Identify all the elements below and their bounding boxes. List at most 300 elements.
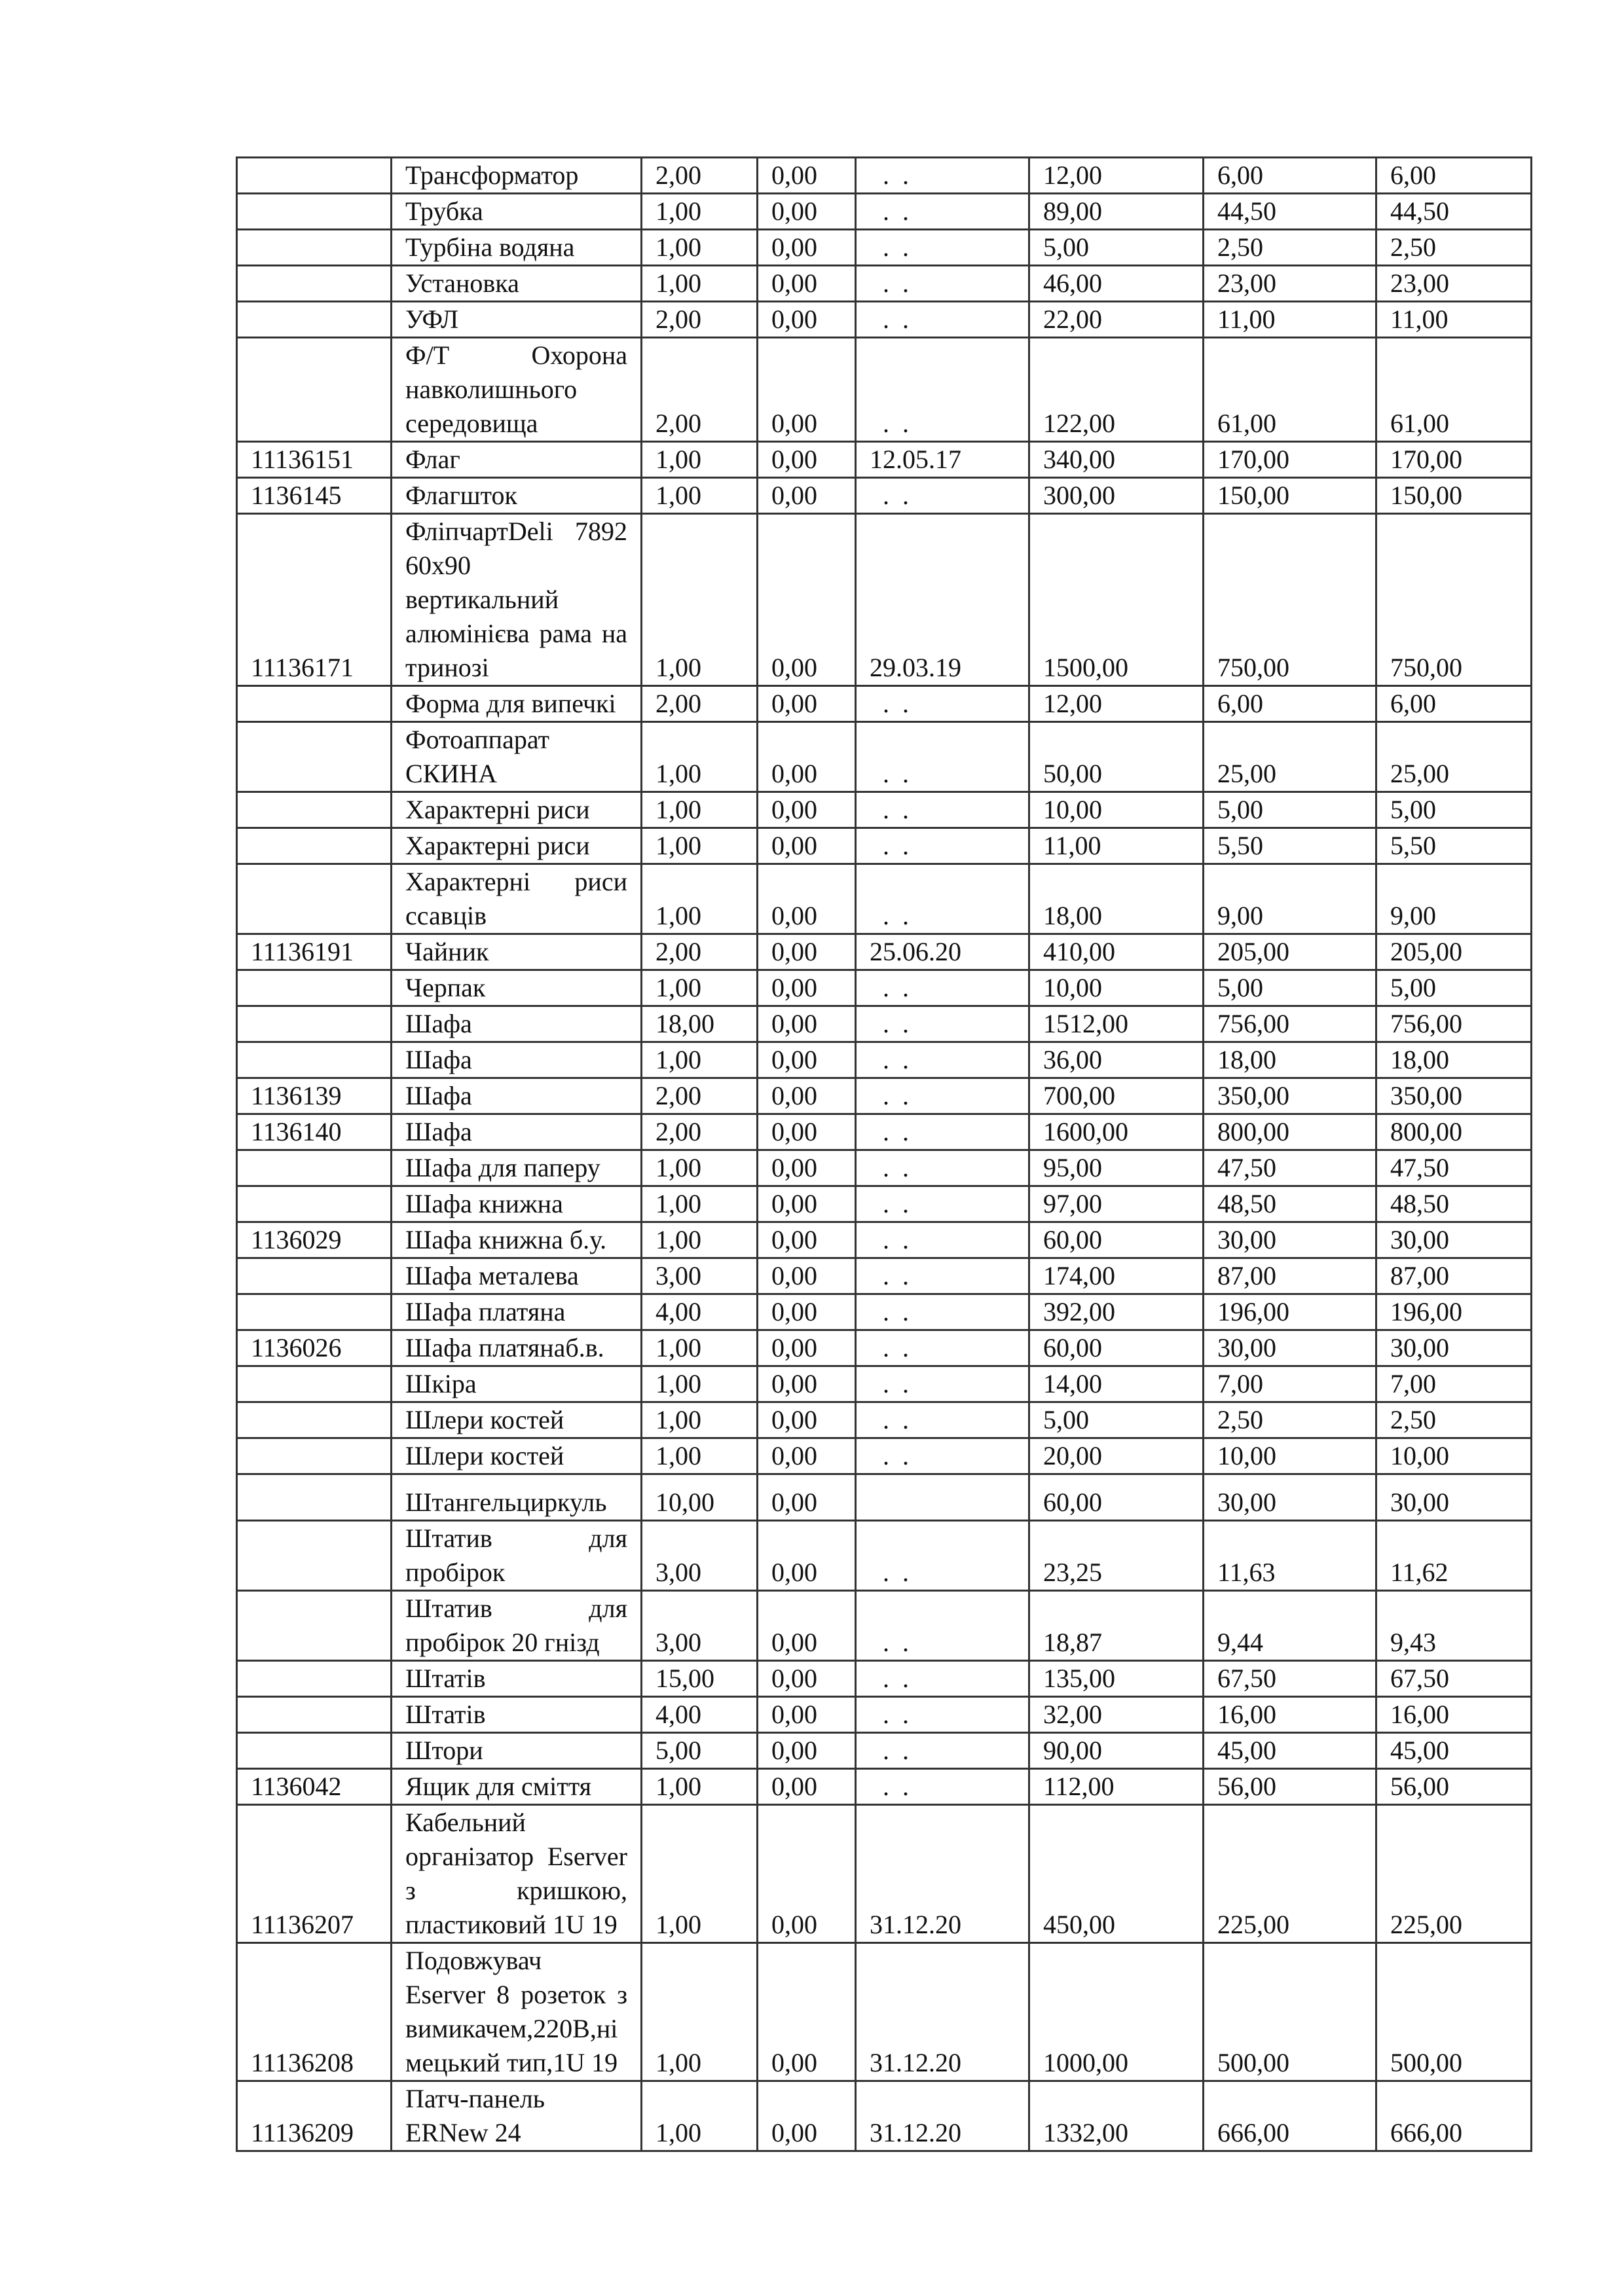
quantity-cell: 2,00 bbox=[642, 934, 758, 970]
table-row bbox=[237, 1697, 1532, 1733]
inventory-code-cell bbox=[237, 722, 392, 792]
item-name-cell: Штатив для пробірок 20 гнізд bbox=[392, 1591, 642, 1661]
item-name-cell: Кабельний організатор Eserver з кришкою, пластиковий 1U 19 bbox=[392, 1805, 642, 1943]
date-cell: . . bbox=[856, 1294, 1029, 1330]
quantity-cell: 1,00 bbox=[642, 1150, 758, 1186]
inventory-code-cell: 1136026 bbox=[237, 1330, 392, 1366]
amount-col-8-cell: 750,00 bbox=[1376, 514, 1532, 686]
date-cell: . . bbox=[856, 1330, 1029, 1366]
table-row bbox=[237, 1402, 1532, 1438]
amount-col-8-cell: 5,50 bbox=[1376, 828, 1532, 864]
value-col-4-cell: 0,00 bbox=[758, 338, 856, 442]
value-col-4-cell: 0,00 bbox=[758, 970, 856, 1006]
quantity-cell: 3,00 bbox=[642, 1521, 758, 1591]
table-body bbox=[237, 158, 1532, 2151]
amount-col-7-cell: 6,00 bbox=[1204, 686, 1376, 722]
item-name-cell: Черпак bbox=[392, 970, 642, 1006]
price-cell: 89,00 bbox=[1029, 194, 1204, 230]
date-cell: . . bbox=[856, 686, 1029, 722]
date-cell: . . bbox=[856, 266, 1029, 302]
table-row bbox=[237, 1078, 1532, 1114]
inventory-code-cell: 1136042 bbox=[237, 1769, 392, 1805]
quantity-cell: 2,00 bbox=[642, 338, 758, 442]
quantity-cell: 1,00 bbox=[642, 514, 758, 686]
value-col-4-cell: 0,00 bbox=[758, 864, 856, 934]
quantity-cell: 3,00 bbox=[642, 1591, 758, 1661]
amount-col-8-cell: 30,00 bbox=[1376, 1474, 1532, 1521]
table-row bbox=[237, 1294, 1532, 1330]
amount-col-7-cell: 45,00 bbox=[1204, 1733, 1376, 1769]
date-cell: . . bbox=[856, 1042, 1029, 1078]
quantity-cell: 1,00 bbox=[642, 1042, 758, 1078]
date-cell: . . bbox=[856, 970, 1029, 1006]
quantity-cell: 1,00 bbox=[642, 194, 758, 230]
quantity-cell: 1,00 bbox=[642, 230, 758, 266]
item-name-cell: Турбіна водяна bbox=[392, 230, 642, 266]
table-row bbox=[237, 828, 1532, 864]
amount-col-7-cell: 225,00 bbox=[1204, 1805, 1376, 1943]
date-cell: . . bbox=[856, 478, 1029, 514]
amount-col-8-cell: 5,00 bbox=[1376, 970, 1532, 1006]
value-col-4-cell: 0,00 bbox=[758, 1474, 856, 1521]
table-row bbox=[237, 1661, 1532, 1697]
value-col-4-cell: 0,00 bbox=[758, 1006, 856, 1042]
quantity-cell: 1,00 bbox=[642, 828, 758, 864]
quantity-cell: 1,00 bbox=[642, 478, 758, 514]
inventory-code-cell: 1136145 bbox=[237, 478, 392, 514]
price-cell: 392,00 bbox=[1029, 1294, 1204, 1330]
table-row bbox=[237, 158, 1532, 194]
amount-col-8-cell: 756,00 bbox=[1376, 1006, 1532, 1042]
inventory-code-cell bbox=[237, 266, 392, 302]
inventory-code-cell bbox=[237, 1186, 392, 1222]
table-row bbox=[237, 934, 1532, 970]
inventory-code-cell bbox=[237, 970, 392, 1006]
amount-col-8-cell: 25,00 bbox=[1376, 722, 1532, 792]
price-cell: 14,00 bbox=[1029, 1366, 1204, 1402]
inventory-code-cell: 11136208 bbox=[237, 1943, 392, 2081]
price-cell: 20,00 bbox=[1029, 1438, 1204, 1474]
price-cell: 122,00 bbox=[1029, 338, 1204, 442]
amount-col-7-cell: 48,50 bbox=[1204, 1186, 1376, 1222]
quantity-cell: 3,00 bbox=[642, 1258, 758, 1294]
inventory-code-cell bbox=[237, 1697, 392, 1733]
value-col-4-cell: 0,00 bbox=[758, 1591, 856, 1661]
date-cell: . . bbox=[856, 864, 1029, 934]
item-name-cell: Характерні риси ссавців bbox=[392, 864, 642, 934]
amount-col-7-cell: 205,00 bbox=[1204, 934, 1376, 970]
value-col-4-cell: 0,00 bbox=[758, 1733, 856, 1769]
date-cell: 12.05.17 bbox=[856, 442, 1029, 478]
amount-col-7-cell: 2,50 bbox=[1204, 1402, 1376, 1438]
amount-col-8-cell: 47,50 bbox=[1376, 1150, 1532, 1186]
quantity-cell: 1,00 bbox=[642, 1402, 758, 1438]
table-row bbox=[237, 266, 1532, 302]
quantity-cell: 2,00 bbox=[642, 686, 758, 722]
table-row bbox=[237, 1330, 1532, 1366]
amount-col-7-cell: 5,50 bbox=[1204, 828, 1376, 864]
amount-col-7-cell: 150,00 bbox=[1204, 478, 1376, 514]
item-name-cell: Шафа bbox=[392, 1078, 642, 1114]
price-cell: 60,00 bbox=[1029, 1222, 1204, 1258]
amount-col-8-cell: 87,00 bbox=[1376, 1258, 1532, 1294]
amount-col-8-cell: 61,00 bbox=[1376, 338, 1532, 442]
amount-col-7-cell: 30,00 bbox=[1204, 1474, 1376, 1521]
value-col-4-cell: 0,00 bbox=[758, 1222, 856, 1258]
date-cell: . . bbox=[856, 1114, 1029, 1150]
amount-col-7-cell: 756,00 bbox=[1204, 1006, 1376, 1042]
amount-col-8-cell: 205,00 bbox=[1376, 934, 1532, 970]
item-name-cell: Характерні риси bbox=[392, 792, 642, 828]
amount-col-8-cell: 800,00 bbox=[1376, 1114, 1532, 1150]
table-row bbox=[237, 1006, 1532, 1042]
amount-col-7-cell: 18,00 bbox=[1204, 1042, 1376, 1078]
quantity-cell: 1,00 bbox=[642, 1330, 758, 1366]
price-cell: 32,00 bbox=[1029, 1697, 1204, 1733]
price-cell: 12,00 bbox=[1029, 158, 1204, 194]
value-col-4-cell: 0,00 bbox=[758, 442, 856, 478]
amount-col-7-cell: 10,00 bbox=[1204, 1438, 1376, 1474]
inventory-code-cell: 11136151 bbox=[237, 442, 392, 478]
date-cell: . . bbox=[856, 1006, 1029, 1042]
date-cell: . . bbox=[856, 1366, 1029, 1402]
value-col-4-cell: 0,00 bbox=[758, 1438, 856, 1474]
amount-col-7-cell: 56,00 bbox=[1204, 1769, 1376, 1805]
amount-col-8-cell: 5,00 bbox=[1376, 792, 1532, 828]
amount-col-8-cell: 666,00 bbox=[1376, 2081, 1532, 2151]
price-cell: 10,00 bbox=[1029, 792, 1204, 828]
price-cell: 18,00 bbox=[1029, 864, 1204, 934]
amount-col-7-cell: 67,50 bbox=[1204, 1661, 1376, 1697]
amount-col-8-cell: 11,62 bbox=[1376, 1521, 1532, 1591]
price-cell: 97,00 bbox=[1029, 1186, 1204, 1222]
item-name-cell: Трансформатор bbox=[392, 158, 642, 194]
item-name-cell: Шафа для паперу bbox=[392, 1150, 642, 1186]
amount-col-8-cell: 6,00 bbox=[1376, 686, 1532, 722]
date-cell: 31.12.20 bbox=[856, 1805, 1029, 1943]
inventory-code-cell bbox=[237, 1591, 392, 1661]
table-row bbox=[237, 1943, 1532, 2081]
table-row bbox=[237, 1805, 1532, 1943]
amount-col-8-cell: 6,00 bbox=[1376, 158, 1532, 194]
price-cell: 60,00 bbox=[1029, 1330, 1204, 1366]
amount-col-7-cell: 11,63 bbox=[1204, 1521, 1376, 1591]
table-row bbox=[237, 686, 1532, 722]
value-col-4-cell: 0,00 bbox=[758, 1943, 856, 2081]
amount-col-8-cell: 30,00 bbox=[1376, 1330, 1532, 1366]
amount-col-7-cell: 7,00 bbox=[1204, 1366, 1376, 1402]
quantity-cell: 1,00 bbox=[642, 1805, 758, 1943]
item-name-cell: Шафа металева bbox=[392, 1258, 642, 1294]
table-row bbox=[237, 1521, 1532, 1591]
price-cell: 10,00 bbox=[1029, 970, 1204, 1006]
amount-col-8-cell: 2,50 bbox=[1376, 1402, 1532, 1438]
value-col-4-cell: 0,00 bbox=[758, 1366, 856, 1402]
amount-col-8-cell: 500,00 bbox=[1376, 1943, 1532, 2081]
price-cell: 1332,00 bbox=[1029, 2081, 1204, 2151]
amount-col-8-cell: 23,00 bbox=[1376, 266, 1532, 302]
item-name-cell: Трубка bbox=[392, 194, 642, 230]
amount-col-8-cell: 44,50 bbox=[1376, 194, 1532, 230]
table-row bbox=[237, 1258, 1532, 1294]
amount-col-7-cell: 47,50 bbox=[1204, 1150, 1376, 1186]
table-row bbox=[237, 442, 1532, 478]
date-cell: 31.12.20 bbox=[856, 2081, 1029, 2151]
date-cell: . . bbox=[856, 792, 1029, 828]
item-name-cell: Чайник bbox=[392, 934, 642, 970]
date-cell: . . bbox=[856, 1078, 1029, 1114]
value-col-4-cell: 0,00 bbox=[758, 266, 856, 302]
item-name-cell: Штори bbox=[392, 1733, 642, 1769]
value-col-4-cell: 0,00 bbox=[758, 1402, 856, 1438]
quantity-cell: 1,00 bbox=[642, 970, 758, 1006]
inventory-code-cell bbox=[237, 828, 392, 864]
price-cell: 112,00 bbox=[1029, 1769, 1204, 1805]
item-name-cell: УФЛ bbox=[392, 302, 642, 338]
amount-col-8-cell: 350,00 bbox=[1376, 1078, 1532, 1114]
table-row bbox=[237, 1114, 1532, 1150]
item-name-cell: Шафа книжна б.у. bbox=[392, 1222, 642, 1258]
inventory-code-cell: 1136140 bbox=[237, 1114, 392, 1150]
price-cell: 50,00 bbox=[1029, 722, 1204, 792]
price-cell: 12,00 bbox=[1029, 686, 1204, 722]
inventory-code-cell bbox=[237, 194, 392, 230]
value-col-4-cell: 0,00 bbox=[758, 934, 856, 970]
inventory-code-cell: 11136191 bbox=[237, 934, 392, 970]
date-cell: . . bbox=[856, 158, 1029, 194]
item-name-cell: Шафа bbox=[392, 1006, 642, 1042]
price-cell: 11,00 bbox=[1029, 828, 1204, 864]
value-col-4-cell: 0,00 bbox=[758, 478, 856, 514]
table-row bbox=[237, 970, 1532, 1006]
inventory-code-cell bbox=[237, 1474, 392, 1521]
inventory-code-cell bbox=[237, 158, 392, 194]
inventory-table bbox=[236, 156, 1532, 2152]
value-col-4-cell: 0,00 bbox=[758, 194, 856, 230]
inventory-code-cell bbox=[237, 1402, 392, 1438]
item-name-cell: Ф/Т Охорона навколишнього середовища bbox=[392, 338, 642, 442]
quantity-cell: 10,00 bbox=[642, 1474, 758, 1521]
inventory-code-cell bbox=[237, 1150, 392, 1186]
price-cell: 1000,00 bbox=[1029, 1943, 1204, 2081]
value-col-4-cell: 0,00 bbox=[758, 1258, 856, 1294]
amount-col-7-cell: 350,00 bbox=[1204, 1078, 1376, 1114]
table-row bbox=[237, 338, 1532, 442]
price-cell: 1512,00 bbox=[1029, 1006, 1204, 1042]
amount-col-7-cell: 6,00 bbox=[1204, 158, 1376, 194]
table-row bbox=[237, 792, 1532, 828]
quantity-cell: 1,00 bbox=[642, 1186, 758, 1222]
quantity-cell: 4,00 bbox=[642, 1697, 758, 1733]
price-cell: 340,00 bbox=[1029, 442, 1204, 478]
amount-col-8-cell: 196,00 bbox=[1376, 1294, 1532, 1330]
amount-col-7-cell: 5,00 bbox=[1204, 970, 1376, 1006]
amount-col-7-cell: 25,00 bbox=[1204, 722, 1376, 792]
amount-col-7-cell: 30,00 bbox=[1204, 1222, 1376, 1258]
quantity-cell: 18,00 bbox=[642, 1006, 758, 1042]
inventory-code-cell bbox=[237, 302, 392, 338]
inventory-code-cell: 11136207 bbox=[237, 1805, 392, 1943]
quantity-cell: 1,00 bbox=[642, 2081, 758, 2151]
inventory-code-cell bbox=[237, 338, 392, 442]
item-name-cell: Шафа bbox=[392, 1114, 642, 1150]
value-col-4-cell: 0,00 bbox=[758, 1114, 856, 1150]
amount-col-7-cell: 196,00 bbox=[1204, 1294, 1376, 1330]
table-row bbox=[237, 302, 1532, 338]
date-cell: . . bbox=[856, 1186, 1029, 1222]
value-col-4-cell: 0,00 bbox=[758, 1186, 856, 1222]
quantity-cell: 5,00 bbox=[642, 1733, 758, 1769]
value-col-4-cell: 0,00 bbox=[758, 230, 856, 266]
amount-col-7-cell: 44,50 bbox=[1204, 194, 1376, 230]
item-name-cell: Флаг bbox=[392, 442, 642, 478]
amount-col-8-cell: 48,50 bbox=[1376, 1186, 1532, 1222]
date-cell: . . bbox=[856, 828, 1029, 864]
quantity-cell: 1,00 bbox=[642, 1222, 758, 1258]
inventory-code-cell: 11136171 bbox=[237, 514, 392, 686]
table-row bbox=[237, 1438, 1532, 1474]
item-name-cell: Штангельциркуль bbox=[392, 1474, 642, 1521]
amount-col-7-cell: 11,00 bbox=[1204, 302, 1376, 338]
item-name-cell: Шафа платянаб.в. bbox=[392, 1330, 642, 1366]
table-row bbox=[237, 514, 1532, 686]
price-cell: 5,00 bbox=[1029, 1402, 1204, 1438]
item-name-cell: Штатив для пробірок bbox=[392, 1521, 642, 1591]
value-col-4-cell: 0,00 bbox=[758, 1521, 856, 1591]
value-col-4-cell: 0,00 bbox=[758, 1330, 856, 1366]
quantity-cell: 1,00 bbox=[642, 864, 758, 934]
inventory-code-cell bbox=[237, 1258, 392, 1294]
date-cell: . . bbox=[856, 1222, 1029, 1258]
item-name-cell: Флагшток bbox=[392, 478, 642, 514]
inventory-code-cell bbox=[237, 1042, 392, 1078]
value-col-4-cell: 0,00 bbox=[758, 1150, 856, 1186]
item-name-cell: Шкіра bbox=[392, 1366, 642, 1402]
quantity-cell: 2,00 bbox=[642, 158, 758, 194]
amount-col-8-cell: 7,00 bbox=[1376, 1366, 1532, 1402]
price-cell: 23,25 bbox=[1029, 1521, 1204, 1591]
table-row bbox=[237, 1366, 1532, 1402]
value-col-4-cell: 0,00 bbox=[758, 828, 856, 864]
item-name-cell: Характерні риси bbox=[392, 828, 642, 864]
price-cell: 60,00 bbox=[1029, 1474, 1204, 1521]
price-cell: 22,00 bbox=[1029, 302, 1204, 338]
value-col-4-cell: 0,00 bbox=[758, 792, 856, 828]
table-row bbox=[237, 1150, 1532, 1186]
amount-col-7-cell: 666,00 bbox=[1204, 2081, 1376, 2151]
amount-col-8-cell: 170,00 bbox=[1376, 442, 1532, 478]
amount-col-7-cell: 800,00 bbox=[1204, 1114, 1376, 1150]
value-col-4-cell: 0,00 bbox=[758, 302, 856, 338]
value-col-4-cell: 0,00 bbox=[758, 1661, 856, 1697]
table-row bbox=[237, 478, 1532, 514]
item-name-cell: Шафа книжна bbox=[392, 1186, 642, 1222]
inventory-code-cell bbox=[237, 792, 392, 828]
quantity-cell: 1,00 bbox=[642, 722, 758, 792]
amount-col-8-cell: 67,50 bbox=[1376, 1661, 1532, 1697]
date-cell: . . bbox=[856, 1521, 1029, 1591]
quantity-cell: 1,00 bbox=[642, 1366, 758, 1402]
price-cell: 450,00 bbox=[1029, 1805, 1204, 1943]
quantity-cell: 4,00 bbox=[642, 1294, 758, 1330]
inventory-code-cell bbox=[237, 1006, 392, 1042]
table-row bbox=[237, 1733, 1532, 1769]
amount-col-8-cell: 9,00 bbox=[1376, 864, 1532, 934]
amount-col-7-cell: 30,00 bbox=[1204, 1330, 1376, 1366]
price-cell: 1600,00 bbox=[1029, 1114, 1204, 1150]
item-name-cell: Установка bbox=[392, 266, 642, 302]
date-cell: . . bbox=[856, 1769, 1029, 1805]
quantity-cell: 1,00 bbox=[642, 442, 758, 478]
inventory-code-cell bbox=[237, 1438, 392, 1474]
value-col-4-cell: 0,00 bbox=[758, 686, 856, 722]
date-cell: . . bbox=[856, 1402, 1029, 1438]
inventory-code-cell bbox=[237, 1661, 392, 1697]
date-cell: . . bbox=[856, 1591, 1029, 1661]
amount-col-8-cell: 11,00 bbox=[1376, 302, 1532, 338]
price-cell: 46,00 bbox=[1029, 266, 1204, 302]
amount-col-8-cell: 2,50 bbox=[1376, 230, 1532, 266]
item-name-cell: ФліпчартDeli 7892 60x90 вертикальний алюмінієва рама на тринозі bbox=[392, 514, 642, 686]
value-col-4-cell: 0,00 bbox=[758, 1294, 856, 1330]
date-cell: . . bbox=[856, 338, 1029, 442]
value-col-4-cell: 0,00 bbox=[758, 514, 856, 686]
price-cell: 300,00 bbox=[1029, 478, 1204, 514]
amount-col-8-cell: 9,43 bbox=[1376, 1591, 1532, 1661]
amount-col-8-cell: 30,00 bbox=[1376, 1222, 1532, 1258]
table-row bbox=[237, 194, 1532, 230]
date-cell: . . bbox=[856, 302, 1029, 338]
table-row bbox=[237, 1042, 1532, 1078]
table-row bbox=[237, 1591, 1532, 1661]
inventory-code-cell bbox=[237, 1294, 392, 1330]
date-cell: . . bbox=[856, 230, 1029, 266]
price-cell: 36,00 bbox=[1029, 1042, 1204, 1078]
amount-col-7-cell: 2,50 bbox=[1204, 230, 1376, 266]
amount-col-7-cell: 9,00 bbox=[1204, 864, 1376, 934]
price-cell: 700,00 bbox=[1029, 1078, 1204, 1114]
value-col-4-cell: 0,00 bbox=[758, 722, 856, 792]
value-col-4-cell: 0,00 bbox=[758, 1697, 856, 1733]
inventory-code-cell: 1136029 bbox=[237, 1222, 392, 1258]
date-cell bbox=[856, 1474, 1029, 1521]
amount-col-7-cell: 23,00 bbox=[1204, 266, 1376, 302]
amount-col-8-cell: 56,00 bbox=[1376, 1769, 1532, 1805]
amount-col-7-cell: 750,00 bbox=[1204, 514, 1376, 686]
date-cell: . . bbox=[856, 1661, 1029, 1697]
amount-col-7-cell: 5,00 bbox=[1204, 792, 1376, 828]
inventory-code-cell: 11136209 bbox=[237, 2081, 392, 2151]
quantity-cell: 2,00 bbox=[642, 1114, 758, 1150]
table-row bbox=[237, 2081, 1532, 2151]
item-name-cell: Шафа платяна bbox=[392, 1294, 642, 1330]
date-cell: . . bbox=[856, 1697, 1029, 1733]
quantity-cell: 1,00 bbox=[642, 1769, 758, 1805]
quantity-cell: 15,00 bbox=[642, 1661, 758, 1697]
price-cell: 5,00 bbox=[1029, 230, 1204, 266]
value-col-4-cell: 0,00 bbox=[758, 1078, 856, 1114]
item-name-cell: Фотоаппарат СКИНА bbox=[392, 722, 642, 792]
quantity-cell: 1,00 bbox=[642, 792, 758, 828]
item-name-cell: Шлери костей bbox=[392, 1438, 642, 1474]
inventory-code-cell bbox=[237, 1733, 392, 1769]
inventory-code-cell: 1136139 bbox=[237, 1078, 392, 1114]
table-row bbox=[237, 1474, 1532, 1521]
amount-col-7-cell: 500,00 bbox=[1204, 1943, 1376, 2081]
value-col-4-cell: 0,00 bbox=[758, 1805, 856, 1943]
item-name-cell: Форма для випечкі bbox=[392, 686, 642, 722]
date-cell: . . bbox=[856, 1438, 1029, 1474]
